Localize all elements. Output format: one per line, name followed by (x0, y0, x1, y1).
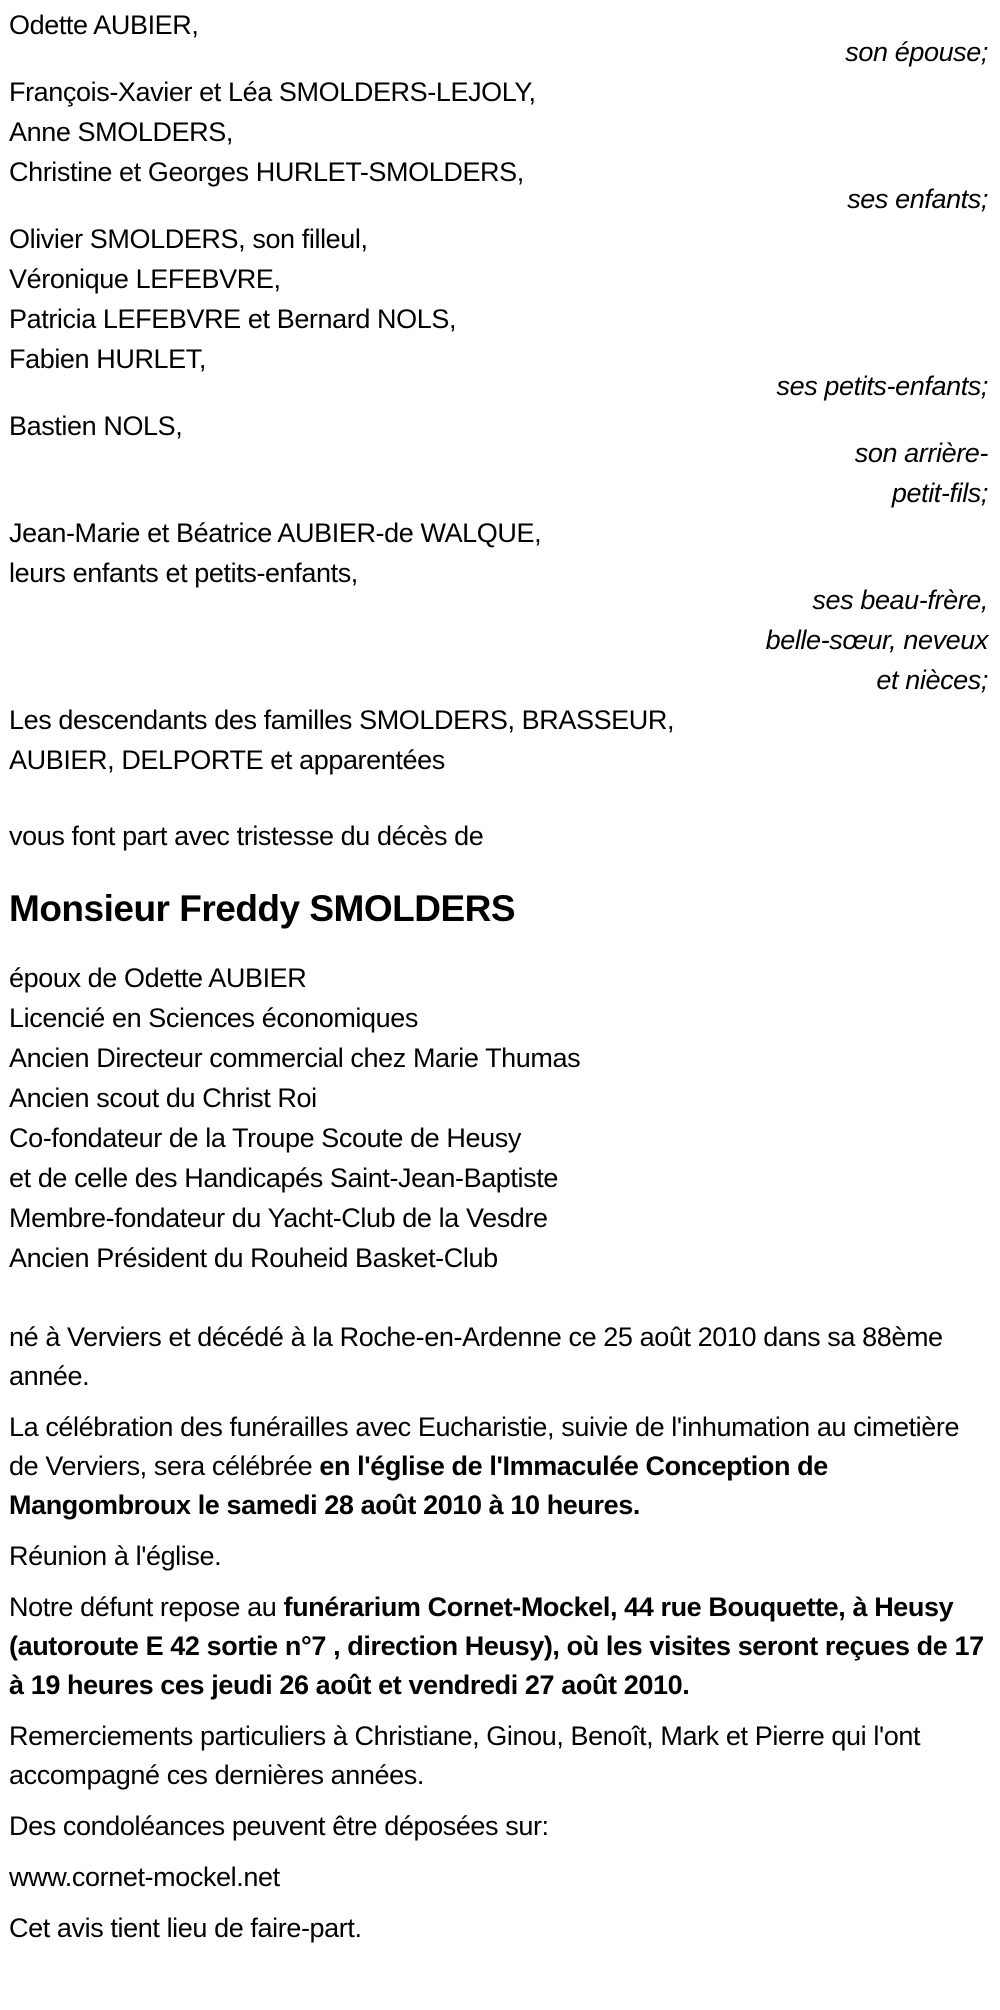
mourner-name-line: Patricia LEFEBVRE et Bernard NOLS, (9, 304, 457, 334)
detail-paragraph (9, 1588, 988, 1705)
detail-paragraph (9, 1909, 988, 1948)
deceased-title-line: Ancien Directeur commercial chez Marie Thumas (9, 1043, 581, 1073)
mourner-name-line: François-Xavier et Léa SMOLDERS-LEJOLY, (9, 77, 536, 107)
mourner-name-line: Véronique LEFEBVRE, (9, 264, 281, 294)
mourner-group (9, 406, 988, 513)
text-segment: en l'église de l'Immaculée Conception de Mangombroux le samedi 28 août 2010 à 10 heures. (9, 1451, 828, 1520)
deceased-name: Monsieur Freddy SMOLDERS (9, 888, 516, 929)
relation-label-line: ses petits-enfants; (776, 371, 988, 401)
mourner-name-line: AUBIER, DELPORTE et apparentées (9, 745, 445, 775)
relation-label-line: ses beau-frère, (812, 585, 988, 615)
deceased-title-line: Ancien Président du Rouheid Basket-Club (9, 1243, 498, 1273)
text-segment: né à Verviers et décédé à la Roche-en-Ardenne ce 25 août 2010 dans sa 88ème année. (9, 1322, 943, 1391)
mourner-name-line: Anne SMOLDERS, (9, 117, 233, 147)
mourners-section (9, 5, 988, 780)
mourner-name-line: Olivier SMOLDERS, son filleul, (9, 224, 368, 254)
text-segment: La célébration des funérailles avec Eucharistie, suivie de l'inhumation au cimetière de Verviers, sera célébrée (9, 1412, 960, 1481)
mourner-name-line: Jean-Marie et Béatrice AUBIER-de WALQUE, (9, 518, 542, 548)
deceased-title-line: époux de Odette AUBIER (9, 963, 307, 993)
detail-paragraph (9, 1537, 988, 1576)
announcement-intro: vous font part avec tristesse du décès de (9, 821, 484, 851)
mourner-name-line: leurs enfants et petits-enfants, (9, 558, 358, 588)
deceased-title-line: et de celle des Handicapés Saint-Jean-Baptiste (9, 1163, 558, 1193)
mourner-group (9, 72, 988, 219)
mourner-group (9, 219, 988, 406)
deceased-title-line: Co-fondateur de la Troupe Scoute de Heusy (9, 1123, 521, 1153)
text-segment: Remerciements particuliers à Christiane, Ginou, Benoît, Mark et Pierre qui l'ont accompagné ces dernières années. (9, 1721, 921, 1790)
detail-paragraph (9, 1807, 988, 1846)
text-segment: Des condoléances peuvent être déposées sur: (9, 1811, 549, 1841)
relation-label-line: et nièces; (876, 665, 988, 695)
text-segment: Notre défunt repose au (9, 1592, 284, 1622)
text-segment: www.cornet-mockel.net (9, 1862, 280, 1892)
mourner-name-line: Odette AUBIER, (9, 10, 199, 40)
deceased-title-line: Membre-fondateur du Yacht-Club de la Vesdre (9, 1203, 548, 1233)
deceased-title-line: Ancien scout du Christ Roi (9, 1083, 317, 1113)
relation-label-line: ses enfants; (847, 184, 988, 214)
detail-paragraph (9, 1408, 988, 1525)
detail-paragraph (9, 1318, 988, 1396)
text-segment: funérarium Cornet-Mockel, 44 rue Bouquette, à Heusy (autoroute E 42 sortie n°7 , direction Heusy), où les visites seront reçues de 17 à 19 heures ces jeudi 26 août et vendredi 27 août 2010. (9, 1592, 984, 1700)
text-segment: Cet avis tient lieu de faire-part. (9, 1913, 362, 1943)
deceased-titles (9, 958, 988, 1278)
relation-label-line: belle-sœur, neveux (765, 625, 988, 655)
relation-label-line: son épouse; (845, 37, 988, 67)
relation-label (9, 580, 988, 700)
relation-label-line: petit-fils; (891, 478, 988, 508)
mourner-name-line: Fabien HURLET, (9, 344, 206, 374)
detail-paragraph (9, 1717, 988, 1795)
funeral-details (9, 1318, 988, 1948)
website-link[interactable] (9, 1858, 988, 1897)
mourner-name-line: Les descendants des familles SMOLDERS, BRASSEUR, (9, 705, 675, 735)
mourner-group (9, 5, 988, 72)
relation-label-line: son arrière- (854, 438, 988, 468)
text-segment: Réunion à l'église. (9, 1541, 222, 1571)
mourner-group (9, 513, 988, 700)
mourner-name-line: Bastien NOLS, (9, 411, 183, 441)
mourner-name-line: Christine et Georges HURLET-SMOLDERS, (9, 157, 524, 187)
deceased-title-line: Licencié en Sciences économiques (9, 1003, 418, 1033)
mourner-group (9, 700, 988, 780)
